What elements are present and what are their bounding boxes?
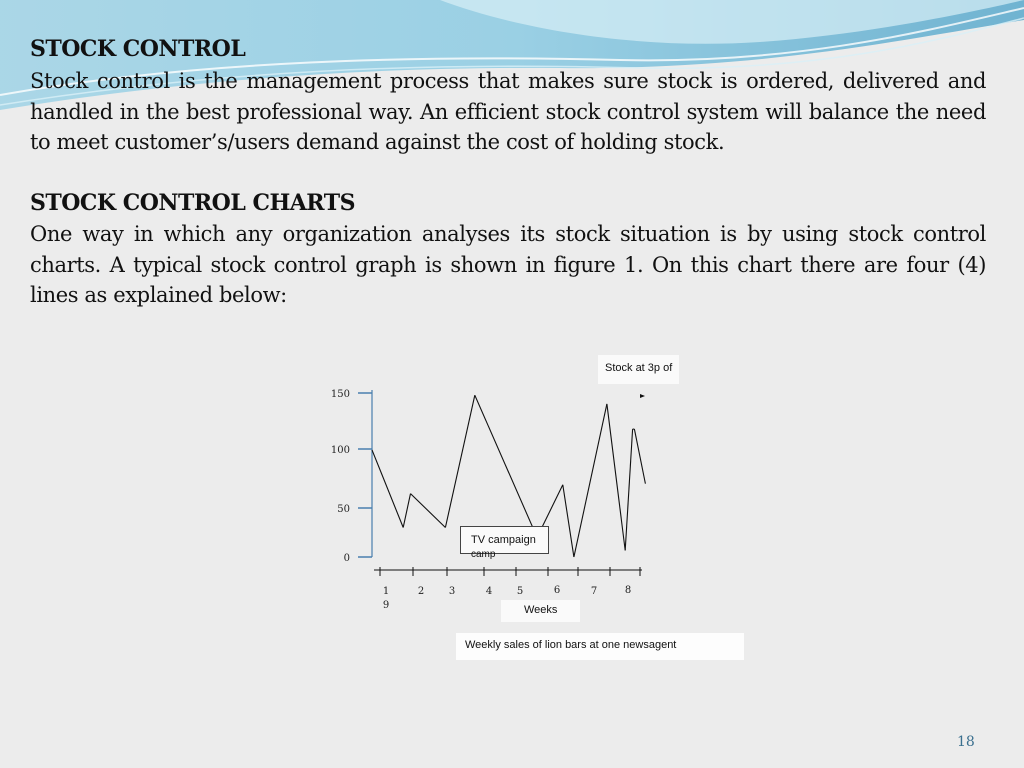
x-tick-label: 3 bbox=[448, 586, 456, 597]
series-line-segment bbox=[372, 450, 403, 528]
annotation-campaign-sub: camp bbox=[471, 549, 496, 560]
x-tick-label-extra: 9 bbox=[382, 600, 390, 611]
section-heading-stock-control: STOCK CONTROL bbox=[30, 36, 246, 62]
y-axis bbox=[331, 389, 372, 564]
x-tick-label: 4 bbox=[485, 586, 493, 597]
series-line-segment bbox=[574, 404, 607, 557]
series-line-segment bbox=[475, 395, 537, 537]
y-tick-label: 0 bbox=[343, 553, 350, 564]
page-number: 18 bbox=[957, 734, 975, 750]
series-line-segment bbox=[445, 395, 474, 527]
chart-caption: Weekly sales of lion bars at one newsagent bbox=[456, 633, 744, 660]
y-tick-label: 100 bbox=[330, 445, 350, 456]
x-tick-label: 6 bbox=[553, 585, 561, 596]
arrow-marker-icon bbox=[640, 394, 645, 398]
x-tick-label: 5 bbox=[516, 586, 524, 597]
y-tick-label: 50 bbox=[337, 504, 350, 515]
x-tick-label: 8 bbox=[624, 585, 632, 596]
series-line-segment bbox=[411, 494, 446, 528]
x-tick-label: 2 bbox=[417, 586, 425, 597]
x-tick-label: 1 bbox=[382, 586, 390, 597]
x-axis-label: Weeks bbox=[501, 600, 580, 622]
series-line-segment bbox=[625, 429, 632, 550]
y-tick-label: 150 bbox=[330, 389, 350, 400]
section-body-stock-control-charts: One way in which any organization analyses its stock situation is by using stock control charts. A typical stock control graph is shown in figure 1. On this chart there are four (4) lines as explained below: bbox=[30, 222, 986, 307]
section-body-stock-control: Stock control is the management process that makes sure stock is ordered, delivered and handled in the best professional way. An efficient stock control system will balance the need to meet customer’s/users demand against the cost of holding stock. bbox=[30, 69, 986, 154]
annotation-stock-at-3p: Stock at 3p of bbox=[598, 355, 679, 384]
series-line-segment bbox=[563, 485, 574, 557]
series-line-segment bbox=[607, 404, 625, 551]
annotation-tv-campaign-text: TV campaign bbox=[471, 534, 536, 546]
series-line-segment bbox=[403, 494, 410, 528]
x-tick-label: 7 bbox=[590, 586, 598, 597]
series-line-segment bbox=[634, 429, 645, 484]
section-heading-stock-control-charts: STOCK CONTROL CHARTS bbox=[30, 190, 355, 216]
